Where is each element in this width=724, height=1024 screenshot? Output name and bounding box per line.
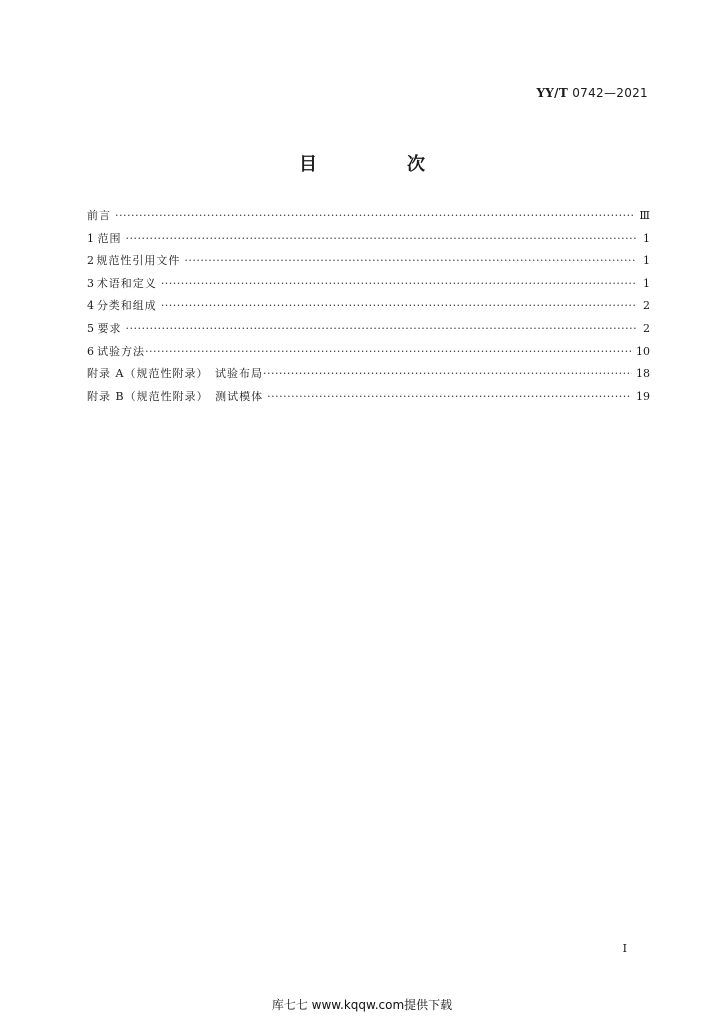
toc-entry-label: 前言 (87, 209, 111, 222)
toc-title: 目 次 (299, 154, 461, 175)
toc-entry-label: 分类和组成 (96, 299, 157, 313)
toc-entry-label: 术语和定义 (96, 276, 157, 290)
toc-leader-dots (161, 295, 636, 318)
toc-entry-label: 附录 A（规范性附录） 试验布局 (87, 367, 263, 381)
toc-leader-dots (126, 228, 636, 251)
toc-leader-dots (263, 363, 632, 386)
standard-code (536, 86, 648, 100)
toc-entry-page: 1 (643, 231, 650, 245)
toc-entry-scope[interactable] (87, 228, 650, 251)
toc-entry-test-methods[interactable] (87, 341, 650, 364)
page-number: Ⅰ (622, 942, 627, 955)
toc-entry-label: 规范性引用文件 (96, 254, 181, 268)
toc-entry-annex-a[interactable] (87, 363, 650, 386)
toc-entry-page: 1 (643, 254, 650, 268)
toc-entry-page: 18 (636, 367, 650, 381)
toc-leader-dots (161, 273, 636, 296)
toc-entry-label: 要求 (97, 321, 122, 335)
standard-number: 0742—2021 (572, 86, 648, 100)
toc-leader-dots (267, 386, 632, 409)
toc-entry-page: 1 (643, 276, 650, 290)
toc-entry-number: 6 (87, 344, 94, 358)
toc-entry-number: 1 (87, 231, 94, 245)
toc-entry-requirements[interactable] (87, 318, 650, 341)
footer-watermark-text: 库七七 www.kqqw.com提供下载 (271, 998, 453, 1012)
toc-leader-dots (126, 318, 636, 341)
toc-entry-number: 5 (87, 321, 94, 335)
toc-entry-terms-definitions[interactable] (87, 273, 650, 296)
toc-entry-foreword[interactable] (87, 205, 650, 228)
toc-entry-page: Ⅲ (639, 209, 650, 222)
toc-entry-annex-b[interactable] (87, 386, 650, 409)
table-of-contents (87, 205, 650, 408)
toc-entry-number: 3 (87, 276, 94, 290)
toc-entry-page: 2 (643, 299, 650, 313)
toc-entry-page: 19 (636, 389, 650, 403)
toc-leader-dots (115, 205, 635, 228)
toc-entry-number: 2 (87, 254, 94, 268)
toc-entry-number: 4 (87, 299, 94, 313)
toc-leader-dots (145, 341, 632, 364)
standard-prefix: YY/T (536, 86, 569, 100)
toc-entry-page: 2 (643, 321, 650, 335)
toc-entry-classification[interactable] (87, 295, 650, 318)
toc-entry-page: 10 (636, 344, 650, 358)
toc-leader-dots (184, 250, 636, 273)
toc-entry-label: 范围 (97, 231, 122, 245)
toc-entry-label: 附录 B（规范性附录） 测试模体 (87, 389, 264, 403)
toc-entry-label: 试验方法 (97, 344, 146, 358)
toc-entry-normative-references[interactable] (87, 250, 650, 273)
